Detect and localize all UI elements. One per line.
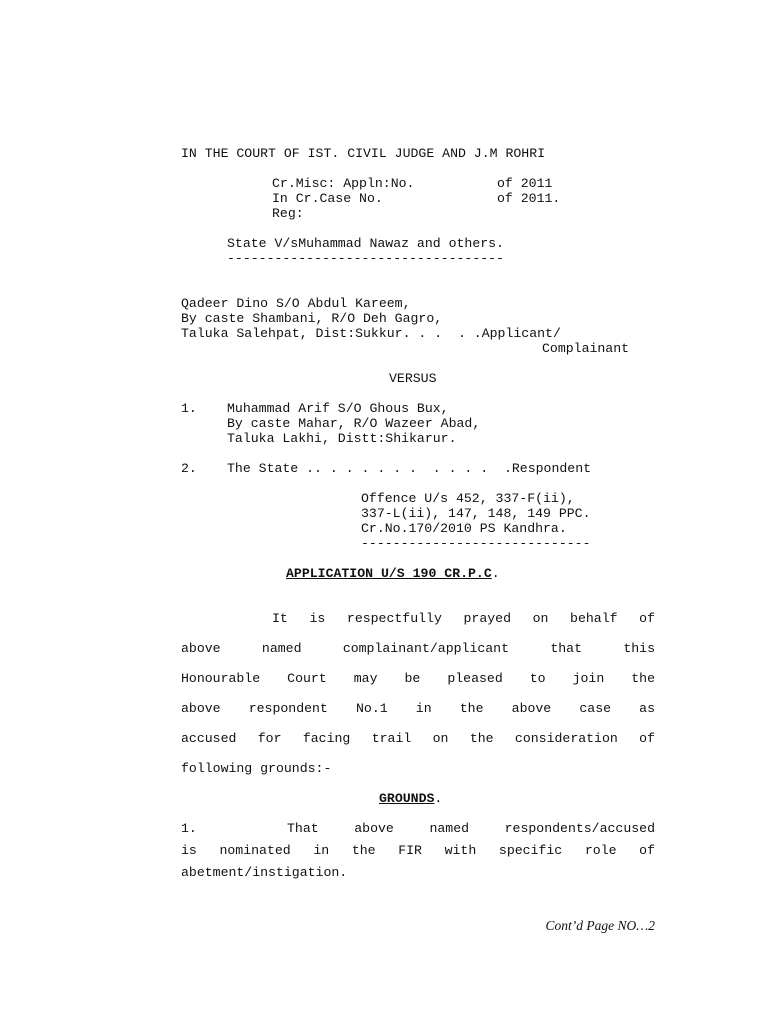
reg-label: Reg: (272, 206, 304, 221)
respondent-1-line-2: By caste Mahar, R/O Wazeer Abad, (227, 416, 481, 431)
court-title: IN THE COURT OF IST. CIVIL JUDGE AND J.M ROHRI (181, 146, 546, 161)
respondent-1-line-1: Muhammad Arif S/O Ghous Bux, (227, 401, 449, 416)
respondent-2-line: The State .. . . . . . . . . . . .Respondent (227, 461, 592, 476)
respondent-1-number: 1. (181, 401, 197, 416)
offence-line-1: Offence U/s 452, 337-F(ii), (361, 491, 575, 506)
offence-line-3: Cr.No.170/2010 PS Kandhra. (361, 521, 567, 536)
case-title-rule: ----------------------------------- (227, 251, 504, 266)
application-heading-text: APPLICATION U/S 190 CR.P.C (286, 566, 492, 581)
grounds-heading-end: . (434, 791, 443, 806)
offence-rule: ----------------------------- (361, 536, 591, 551)
applicant-line-1: Qadeer Dino S/O Abdul Kareem, (181, 296, 411, 311)
ground-1-line-1: That above named respondents/accused (287, 821, 655, 836)
case-title: State V/sMuhammad Nawaz and others. (227, 236, 504, 251)
applicant-line-3: Taluka Salehpat, Dist:Sukkur. . . . .Applicant/ (181, 326, 561, 341)
grounds-heading-text: GROUNDS (379, 791, 435, 806)
appln-label: Cr.Misc: Appln:No. (272, 176, 415, 191)
case-year: of 2011. (497, 191, 561, 206)
application-heading (286, 566, 500, 581)
prayer-line-4: above respondent No.1 in the above case as (181, 701, 655, 716)
prayer-line-1: It is respectfully prayed on behalf of (272, 611, 655, 626)
application-heading-end: . (491, 566, 500, 581)
continued-footer: Cont’d Page NO…2 (545, 918, 655, 933)
appln-year: of 2011 (497, 176, 553, 191)
prayer-line-3: Honourable Court may be pleased to join the (181, 671, 655, 686)
versus-label: VERSUS (389, 371, 437, 386)
prayer-line-2: above named complainant/applicant that this (181, 641, 655, 656)
grounds-heading (379, 791, 442, 806)
applicant-line-4: Complainant (542, 341, 630, 356)
ground-1-line-2: is nominated in the FIR with specific role of (181, 843, 655, 858)
applicant-line-2: By caste Shambani, R/O Deh Gagro, (181, 311, 443, 326)
respondent-1-line-3: Taluka Lakhi, Distt:Shikarur. (227, 431, 457, 446)
case-label: In Cr.Case No. (272, 191, 383, 206)
ground-1-number: 1. (181, 821, 197, 836)
offence-line-2: 337-L(ii), 147, 148, 149 PPC. (361, 506, 591, 521)
ground-1-line-3: abetment/instigation. (181, 865, 348, 880)
prayer-line-5: accused for facing trail on the consideration of (181, 731, 655, 746)
respondent-2-number: 2. (181, 461, 197, 476)
prayer-line-6: following grounds:- (181, 761, 332, 776)
